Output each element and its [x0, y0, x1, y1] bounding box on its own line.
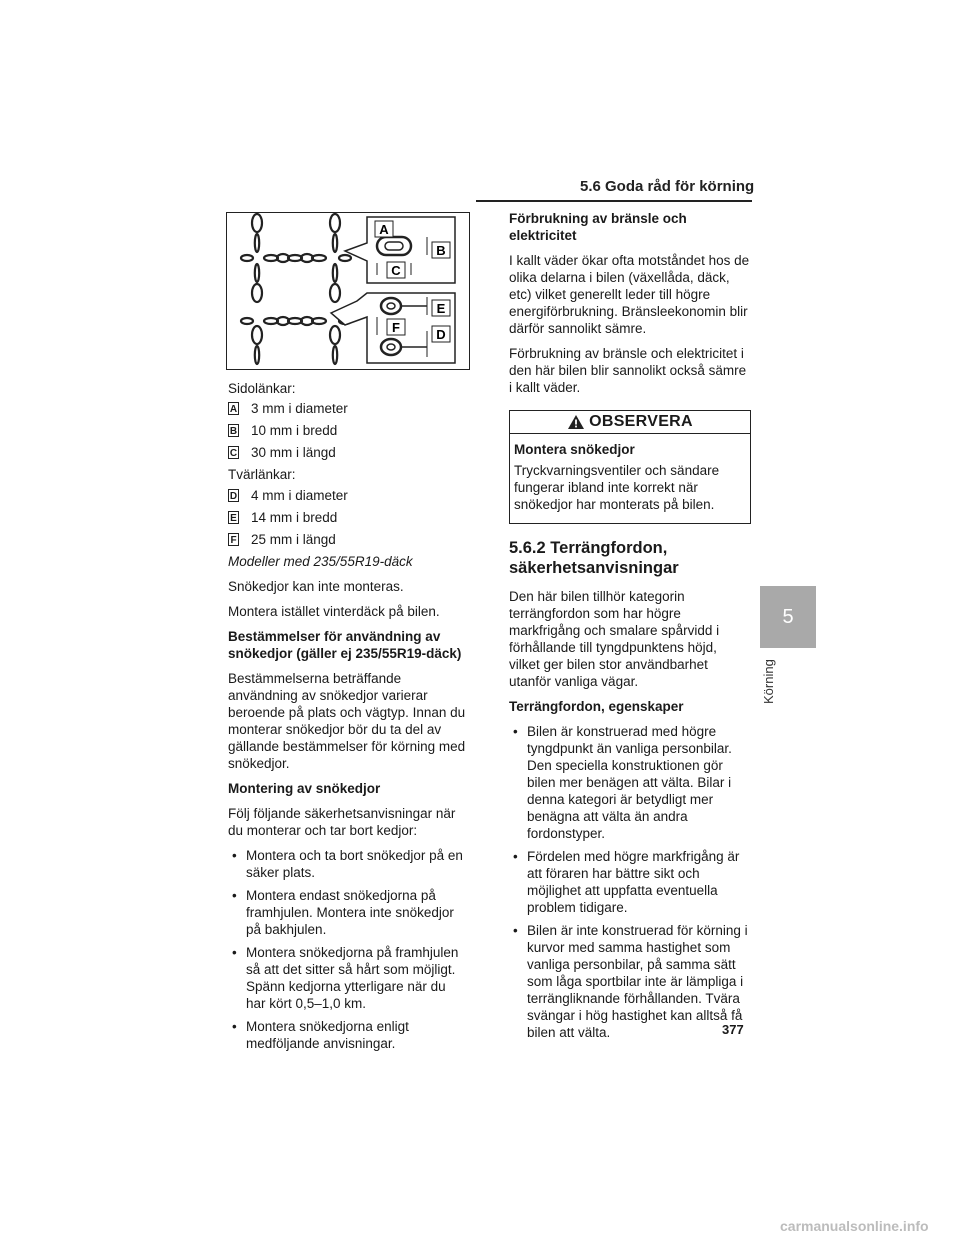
- warning-icon: [567, 414, 585, 430]
- dim-key: D: [229, 491, 238, 502]
- list-item: • Fördelen med högre markfrigång är att föraren har bättre sikt och möjlighet att uppfatta eventuella problem tidigare.: [509, 848, 751, 916]
- list-item: • Montera snökedjorna enligt medföljande anvisningar.: [228, 1018, 468, 1052]
- dim-text: 10 mm i bredd: [251, 423, 338, 438]
- section-heading: 5.6.2 Terrängfordon, säkerhetsanvisningar: [509, 539, 679, 577]
- bullet-list: [228, 847, 468, 1052]
- callout-f: F: [392, 320, 400, 335]
- warning-header: [510, 411, 750, 434]
- dim-text: 14 mm i bredd: [251, 510, 338, 525]
- warning-title: OBSERVERA: [589, 413, 693, 430]
- paragraph: Förbrukning av bränsle och elektricitet i den här bilen blir sannolikt också sämre i kallt väder.: [509, 346, 747, 395]
- dim-item: [228, 531, 468, 548]
- list-item: • Montera endast snökedjorna på framhjulen. Montera inte snökedjor på bakhjulen.: [228, 887, 468, 938]
- callout-c: C: [391, 263, 401, 278]
- footer-watermark: carmanualsonline.info: [780, 1218, 929, 1234]
- section-header: 5.6 Goda råd för körning: [580, 178, 755, 195]
- left-column: [228, 380, 468, 1060]
- dim-key: F: [228, 533, 239, 546]
- page-number: 377: [722, 1022, 744, 1037]
- paragraph: Montera istället vinterdäck på bilen.: [228, 604, 440, 619]
- warning-box: [509, 410, 751, 524]
- dim-item: [228, 422, 468, 439]
- dim-item: [228, 509, 468, 526]
- subheading: Förbrukning av bränsle och elektricitet: [509, 211, 687, 243]
- snow-chain-figure: [226, 212, 470, 370]
- callout-d: D: [436, 327, 446, 342]
- list-item: • Bilen är konstruerad med högre tyngdpunkt än vanliga personbilar. Den speciella konstruktionen gör bilen mer benägen att välta. Bilar i denna kategori är betydligt mer benägna att välta än andra fordonstyper.: [509, 723, 751, 842]
- callout-e: E: [436, 301, 446, 316]
- warning-body: [510, 434, 750, 523]
- chapter-tab: 5: [760, 586, 816, 648]
- list-item: • Montera och ta bort snökedjor på en säker plats.: [228, 847, 468, 881]
- paragraph: Följ följande säkerhetsanvisningar när du monterar och tar bort kedjor:: [228, 806, 456, 838]
- paragraph: Den här bilen tillhör kategorin terrängfordon som har högre markfrigång och smalare spårvidd i förhållande till tyngdpunktens höjd, vilket ger bilen stor användbarhet utanför vanliga vägar.: [509, 589, 720, 689]
- cross-links-label: Tvärlänkar:: [228, 467, 296, 482]
- dim-item: [228, 444, 468, 461]
- warning-subtitle: Montera snökedjor: [514, 442, 635, 457]
- bullet-list: [509, 723, 751, 1041]
- chapter-label-text: Körning: [761, 659, 776, 704]
- dim-text: 4 mm i diameter: [251, 488, 348, 503]
- chapter-tab-label: [758, 652, 778, 712]
- dim-key: E: [228, 511, 239, 524]
- dim-item: [228, 400, 468, 417]
- subheading: Terrängfordon, egenskaper: [509, 699, 684, 714]
- dim-key: C: [229, 448, 238, 459]
- callout-b: B: [436, 243, 446, 258]
- snow-chain-diagram: [227, 213, 468, 368]
- header-rule: [476, 200, 752, 202]
- subheading: Montering av snökedjor: [228, 781, 381, 796]
- side-links-label: Sidolänkar:: [228, 381, 296, 396]
- warning-text: Tryckvarningsventiler och sändare fungerar ibland inte korrekt när snökedjor har monterats på bilen.: [514, 463, 720, 512]
- dim-key: A: [229, 404, 238, 415]
- dim-text: 30 mm i längd: [251, 445, 336, 460]
- dim-text: 25 mm i längd: [251, 532, 336, 547]
- callout-a: A: [379, 222, 389, 237]
- subheading: Bestämmelser för användning av snökedjor (gäller ej 235/55R19-däck): [228, 629, 462, 661]
- models-note: Modeller med 235/55R19-däck: [228, 554, 413, 569]
- dim-item: [228, 487, 468, 504]
- paragraph: Snökedjor kan inte monteras.: [228, 579, 404, 594]
- dim-key: B: [229, 426, 238, 437]
- right-column: [509, 210, 751, 1049]
- paragraph: Bestämmelserna beträffande användning av snökedjor varierar beroende på plats och vägtyp. Innan du monterar snökedjor bör du ta del av gällande bestämmelser för körning med snökedjor.: [228, 671, 466, 771]
- dim-text: 3 mm i diameter: [251, 401, 348, 416]
- list-item: • Bilen är inte konstruerad för körning i kurvor med samma hastighet som vanliga personbilar, på samma sätt som låga sportbilar inte är lämpliga i terrängliknande förhållanden. Tvära svängar i hög hastighet kan alltså få bilen att välta.: [509, 922, 751, 1041]
- list-item: • Montera snökedjorna på framhjulen så att det sitter så hårt som möjligt. Spänn kedjorna ytterligare när du har kört 0,5–1,0 km.: [228, 944, 468, 1012]
- paragraph: I kallt väder ökar ofta motståndet hos de olika delarna i bilen (växellåda, däck, etc) vilket generellt leder till högre energiförbrukning. Bränsleekonomin blir därför sannolikt sämre.: [509, 253, 750, 336]
